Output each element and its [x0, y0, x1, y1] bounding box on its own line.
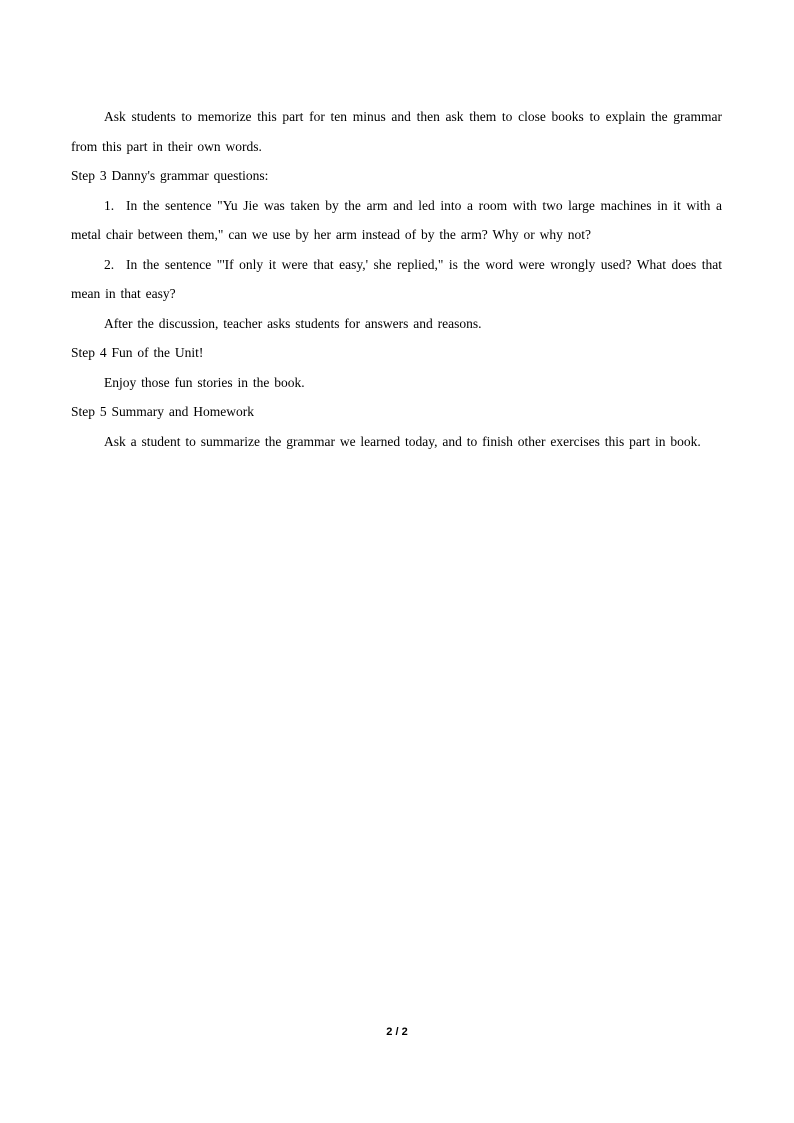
document-body — [71, 102, 722, 456]
step3-heading: Step 3 Danny's grammar questions: — [71, 168, 269, 183]
step5-heading: Step 5 Summary and Homework — [71, 404, 254, 419]
paragraph-summary: Ask a student to summarize the grammar we learned today, and to finish other exercises this part in book. — [104, 433, 701, 449]
question-1-text: In the sentence "Yu Jie was taken by the arm and led into a room with two large machines in it with a metal chair between them," can we use by her arm instead of by the arm? Why or why not? — [71, 197, 722, 242]
page-number: 2 / 2 — [386, 1026, 408, 1038]
question-1 — [71, 191, 722, 250]
question-1-number: 1. — [104, 197, 115, 213]
paragraph-after-discussion: After the discussion, teacher asks students for answers and reasons. — [104, 315, 482, 331]
paragraph-memorize: Ask students to memorize this part for ten minus and then ask them to close books to explain the grammar from this part in their own words. — [71, 109, 722, 154]
question-2 — [71, 250, 722, 309]
paragraph-fun-stories: Enjoy those fun stories in the book. — [104, 374, 305, 390]
question-2-number: 2. — [104, 256, 115, 272]
step4-heading: Step 4 Fun of the Unit! — [71, 345, 204, 360]
question-2-text: In the sentence "'If only it were that easy,' she replied," is the word were wrongly used? What does that mean in that easy? — [71, 256, 722, 301]
